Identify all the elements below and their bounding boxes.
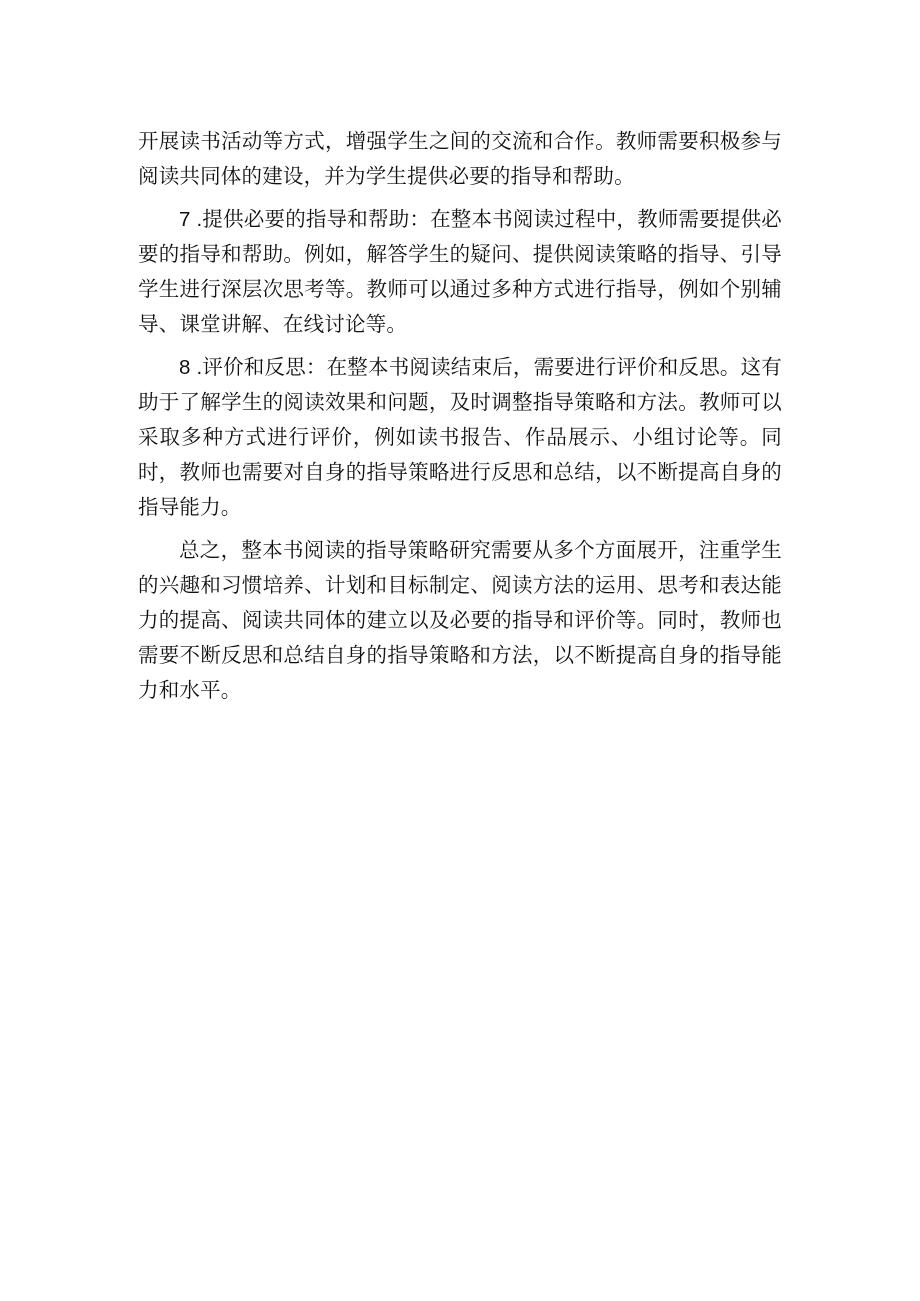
document-body [138,124,782,708]
paragraph-number: 7 . [179,208,203,231]
paragraph-item-8 [138,350,782,525]
paragraph-text: 开展读书活动等方式，增强学生之间的交流和合作。教师需要积极参与阅读共同体的建设，并为学生提供必要的指导和帮助。 [138,129,782,188]
paragraph-summary [138,533,782,708]
paragraph-text: 评价和反思：在整本书阅读结束后，需要进行评价和反思。这有助于了解学生的阅读效果和问题，及时调整指导策略和方法。教师可以采取多种方式进行评价，例如读书报告、作品展示、小组讨论等。同时，教师也需要对自身的指导策略进行反思和总结，以不断提高自身的指导能力。 [138,355,783,519]
paragraph-number: 8 . [179,356,203,379]
paragraph-continuation [138,124,782,194]
paragraph-text: 提供必要的指导和帮助：在整本书阅读过程中，教师需要提供必要的指导和帮助。例如，解答学生的疑问、提供阅读策略的指导、引导学生进行深层次思考等。教师可以通过多种方式进行指导，例如个别辅导、课堂讲解、在线讨论等。 [138,207,783,336]
paragraph-text: 总之，整本书阅读的指导策略研究需要从多个方面展开，注重学生的兴趣和习惯培养、计划和目标制定、阅读方法的运用、思考和表达能力的提高、阅读共同体的建立以及必要的指导和评价等。同时，教师也需要不断反思和总结自身的指导策略和方法，以不断提高自身的指导能力和水平。 [138,538,782,702]
paragraph-item-7 [138,202,782,342]
